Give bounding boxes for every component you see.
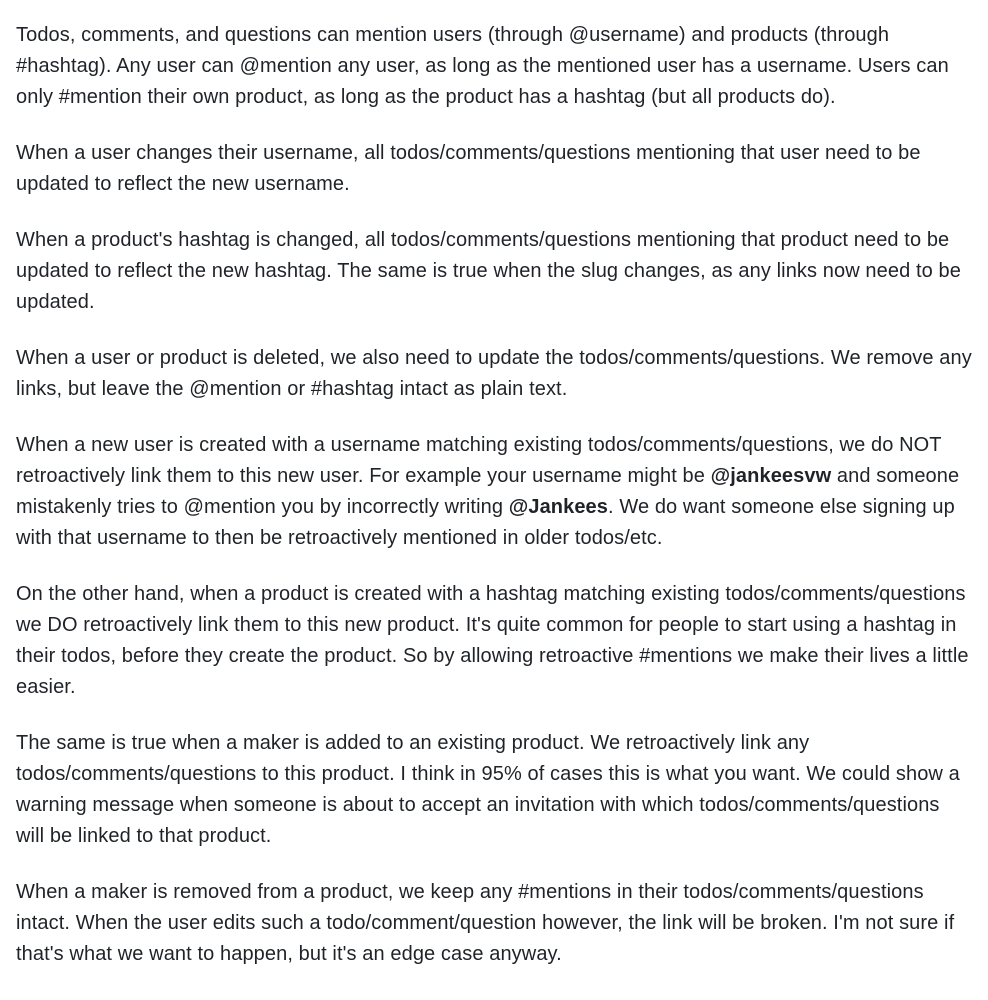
text-run: and someone mistakenly tries to @mention you by incorrectly writing xyxy=(16,465,960,518)
paragraph xyxy=(16,20,972,113)
text-run: When a new user is created with a username matching existing todos/comments/questions, we do NOT retroactively link them to this new user. For example your username might be xyxy=(16,434,942,487)
text-run: When a product's hashtag is changed, all todos/comments/questions mentioning that product need to be updated to reflect the new hashtag. The same is true when the slug changes, as any links now need to be updated. xyxy=(16,229,961,313)
text-run: Todos, comments, and questions can mention users (through @username) and products (through #hashtag). Any user can @mention any user, as long as the mentioned user has a username. Users can only #mention their own product, as long as the product has a hashtag (but all products do). xyxy=(16,24,949,108)
text-run: . We do want someone else signing up with that username to then be retroactively mentioned in older todos/etc. xyxy=(16,496,955,549)
text-run: The same is true when a maker is added to an existing product. We retroactively link any todos/comments/questions to this product. I think in 95% of cases this is what you want. We could show a warning message when someone is about to accept an invitation with which todos/comments/questions will be linked to that product. xyxy=(16,732,960,847)
paragraph xyxy=(16,430,972,554)
paragraph xyxy=(16,877,972,970)
paragraph xyxy=(16,579,972,703)
paragraph xyxy=(16,343,972,405)
paragraph xyxy=(16,138,972,200)
paragraph xyxy=(16,225,972,318)
bold-text-run: @jankeesvw xyxy=(710,465,832,487)
paragraph xyxy=(16,728,972,852)
text-run: When a maker is removed from a product, we keep any #mentions in their todos/comments/questions intact. When the user edits such a todo/comment/question however, the link will be broken. I'm not sure if that's what we want to happen, but it's an edge case anyway. xyxy=(16,881,955,965)
text-run: On the other hand, when a product is created with a hashtag matching existing todos/comments/questions we DO retroactively link them to this new product. It's quite common for people to start using a hashtag in their todos, before they create the product. So by allowing retroactive #mentions we make their lives a little easier. xyxy=(16,583,969,698)
text-run: When a user or product is deleted, we also need to update the todos/comments/questions. We remove any links, but leave the @mention or #hashtag intact as plain text. xyxy=(16,347,972,400)
text-run: When a user changes their username, all todos/comments/questions mentioning that user need to be updated to reflect the new username. xyxy=(16,142,921,195)
bold-text-run: @Jankees xyxy=(508,496,609,518)
